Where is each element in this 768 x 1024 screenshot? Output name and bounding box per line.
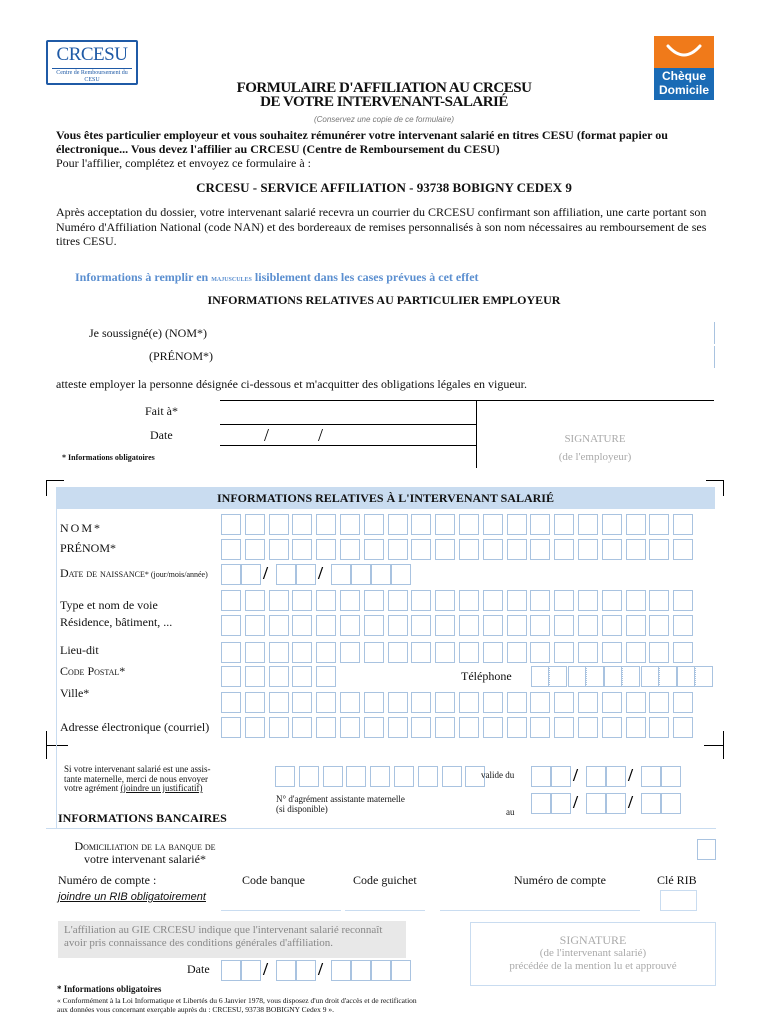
prenom-label: PRÉNOM*	[60, 541, 117, 555]
numero-compte-field[interactable]	[440, 890, 640, 911]
char-box[interactable]	[221, 666, 241, 687]
year-box[interactable]	[371, 960, 391, 981]
char-box[interactable]	[269, 666, 289, 687]
phone-box[interactable]	[604, 666, 622, 687]
phone-box[interactable]	[695, 666, 713, 687]
char-box[interactable]	[459, 590, 479, 611]
char-box[interactable]	[507, 642, 527, 663]
char-box[interactable]	[483, 590, 503, 611]
atteste-text: atteste employer la personne désignée ci-dessous et m'acquitter des obligations légales en vigueur.	[56, 377, 528, 391]
month-box[interactable]	[296, 564, 316, 585]
rib-note: joindre un RIB obligatoirement	[58, 891, 206, 903]
char-box[interactable]	[221, 590, 241, 611]
employer-date-field[interactable]	[220, 424, 476, 446]
employer-signature-sub: (de l'employeur)	[558, 451, 632, 463]
char-box[interactable]	[316, 717, 336, 738]
char-box[interactable]	[292, 642, 312, 663]
char-box[interactable]	[673, 692, 693, 713]
month-box[interactable]	[606, 766, 626, 787]
char-box[interactable]	[245, 539, 265, 560]
year-box[interactable]	[391, 960, 411, 981]
phone-box[interactable]	[677, 666, 695, 687]
employer-prenom-field[interactable]	[714, 346, 715, 368]
day-box[interactable]	[551, 793, 571, 814]
day-box[interactable]	[221, 960, 241, 981]
char-box[interactable]	[483, 642, 503, 663]
crcesu-logo-text: CRCESU	[56, 44, 128, 65]
char-box[interactable]	[411, 615, 431, 636]
char-box[interactable]	[673, 642, 693, 663]
char-box[interactable]	[364, 539, 384, 560]
char-box[interactable]	[626, 615, 646, 636]
char-box[interactable]	[388, 692, 408, 713]
nom-label: NOM*	[60, 521, 103, 535]
char-box[interactable]	[364, 590, 384, 611]
char-box[interactable]	[275, 766, 295, 787]
char-box[interactable]	[530, 590, 550, 611]
char-box[interactable]	[245, 590, 265, 611]
char-box[interactable]	[411, 514, 431, 535]
char-box[interactable]	[292, 717, 312, 738]
domiciliation-label	[60, 840, 230, 866]
phone-box[interactable]	[641, 666, 659, 687]
char-box[interactable]	[483, 692, 503, 713]
char-box[interactable]	[435, 514, 455, 535]
year-box[interactable]	[641, 793, 661, 814]
char-box[interactable]	[245, 642, 265, 663]
char-box[interactable]	[388, 717, 408, 738]
char-box[interactable]	[578, 590, 598, 611]
phone-box[interactable]	[549, 666, 567, 687]
char-box[interactable]	[507, 539, 527, 560]
char-box[interactable]	[221, 692, 241, 713]
char-box[interactable]	[602, 514, 622, 535]
employee-date-label: Date	[187, 962, 210, 976]
char-box[interactable]	[340, 717, 360, 738]
banque-section-title: INFORMATIONS BANCAIRES	[58, 811, 231, 826]
char-box[interactable]	[554, 642, 574, 663]
char-box[interactable]	[435, 590, 455, 611]
char-box[interactable]	[530, 514, 550, 535]
employer-signature-title: SIGNATURE	[564, 433, 626, 445]
code-guichet-field[interactable]	[345, 890, 425, 911]
char-box[interactable]	[649, 514, 669, 535]
char-box[interactable]	[245, 514, 265, 535]
char-box[interactable]	[435, 692, 455, 713]
char-box[interactable]	[578, 642, 598, 663]
employee-signature-box[interactable]	[470, 922, 716, 986]
month-box[interactable]	[586, 793, 606, 814]
char-box[interactable]	[316, 590, 336, 611]
char-box[interactable]	[245, 717, 265, 738]
char-box[interactable]	[507, 692, 527, 713]
char-box[interactable]	[411, 539, 431, 560]
cnil-line1: « Conformément à la Loi Informatique et Libertés du 6 Janvier 1978, vous disposez d'un droit d'accès et de rectification	[57, 996, 417, 1005]
gie-box	[58, 921, 406, 958]
char-box[interactable]	[483, 615, 503, 636]
char-box[interactable]	[626, 539, 646, 560]
month-box[interactable]	[276, 960, 296, 981]
char-box[interactable]	[411, 590, 431, 611]
char-box[interactable]	[316, 666, 336, 687]
naissance-note: * (jour/mois/année)	[144, 570, 208, 579]
date-separator: /	[573, 792, 579, 812]
char-box[interactable]	[388, 539, 408, 560]
char-box[interactable]	[269, 514, 289, 535]
char-box[interactable]	[626, 590, 646, 611]
char-box[interactable]	[340, 514, 360, 535]
char-box[interactable]	[269, 615, 289, 636]
date-separator: /	[628, 792, 634, 812]
char-box[interactable]	[221, 539, 241, 560]
employer-nom-label: Je soussigné(e) (NOM*)	[89, 326, 207, 340]
email-label: Adresse électronique (courriel)	[60, 720, 210, 734]
month-box[interactable]	[606, 793, 626, 814]
ville-label: Ville*	[60, 686, 90, 700]
month-box[interactable]	[296, 960, 316, 981]
info-line-c: lisiblement dans les cases prévues à cet effet	[251, 270, 479, 284]
char-box[interactable]	[418, 766, 438, 787]
intro-bold: Vous êtes particulier employeur et vous souhaitez rémunérer votre intervenant salarié en titres CESU (format papier ou électronique... Vous devez l'affilier au CRCESU (Centre de Remboursement du CESU)	[56, 128, 668, 156]
char-box[interactable]	[394, 766, 414, 787]
char-box[interactable]	[364, 514, 384, 535]
char-box[interactable]	[221, 615, 241, 636]
year-box[interactable]	[351, 564, 371, 585]
char-box[interactable]	[673, 590, 693, 611]
agrement-num-label	[276, 794, 405, 814]
char-box[interactable]	[578, 692, 598, 713]
year-box[interactable]	[391, 564, 411, 585]
date-separator: /	[263, 563, 269, 583]
char-box[interactable]	[411, 692, 431, 713]
lieudit-label: Lieu-dit	[60, 643, 99, 657]
char-box[interactable]	[435, 615, 455, 636]
char-box[interactable]	[554, 514, 574, 535]
intro-text	[56, 128, 720, 170]
char-box[interactable]	[292, 615, 312, 636]
char-box[interactable]	[316, 642, 336, 663]
char-box[interactable]	[292, 539, 312, 560]
char-box[interactable]	[483, 539, 503, 560]
char-box[interactable]	[388, 514, 408, 535]
code-banque-field[interactable]	[221, 890, 341, 911]
month-box[interactable]	[586, 766, 606, 787]
char-box[interactable]	[340, 692, 360, 713]
smile-icon	[654, 36, 714, 68]
au-label: au	[506, 807, 515, 817]
char-box[interactable]	[221, 642, 241, 663]
cheque-logo-line2: Domicile	[658, 83, 709, 97]
char-box[interactable]	[269, 590, 289, 611]
phone-box[interactable]	[659, 666, 677, 687]
char-box[interactable]	[578, 539, 598, 560]
char-box[interactable]	[388, 642, 408, 663]
char-box[interactable]	[626, 692, 646, 713]
fait-field[interactable]	[220, 400, 476, 422]
char-box[interactable]	[530, 615, 550, 636]
employer-section-title: INFORMATIONS RELATIVES AU PARTICULIER EMPLOYEUR	[207, 293, 561, 307]
char-box[interactable]	[530, 642, 550, 663]
char-box[interactable]	[649, 590, 669, 611]
char-box[interactable]	[673, 514, 693, 535]
char-box[interactable]	[221, 717, 241, 738]
employee-signature-sub: (de l'intervenant salarié)	[539, 947, 647, 959]
code-banque-label: Code banque	[242, 873, 305, 887]
char-box[interactable]	[507, 590, 527, 611]
agrement-text	[64, 765, 274, 794]
agrement-justificatif: (joindre un justificatif)	[120, 783, 203, 793]
char-box[interactable]	[340, 642, 360, 663]
char-box[interactable]	[340, 539, 360, 560]
char-box[interactable]	[578, 615, 598, 636]
agrement-line2: tante maternelle, merci de nous envoyer	[64, 773, 208, 784]
year-box[interactable]	[331, 960, 351, 981]
cle-rib-label: Clé RIB	[657, 873, 697, 887]
char-box[interactable]	[269, 642, 289, 663]
char-box[interactable]	[316, 692, 336, 713]
employer-prenom-label: (PRÉNOM*)	[149, 349, 214, 363]
char-box[interactable]	[554, 692, 574, 713]
year-box[interactable]	[661, 766, 681, 787]
char-box[interactable]	[602, 642, 622, 663]
char-box[interactable]	[554, 539, 574, 560]
cheque-logo-line1: Chèque	[661, 69, 706, 83]
year-box[interactable]	[641, 766, 661, 787]
crcesu-logo-subtext: Centre de Remboursement du CESU	[52, 68, 132, 84]
date-separator: /	[318, 959, 324, 979]
date-sep-1: /	[264, 425, 270, 445]
char-box[interactable]	[554, 615, 574, 636]
after-text: Après acceptation du dossier, votre intervenant salarié recevra un courrier du CRCESU confirmant son affiliation, une carte portant son Numéro d'Affiliation National (code NAN) et des bordereaux de remises personnalisés à son nom nécessaires au remboursement de ses titres CESU.	[56, 205, 707, 248]
cp-label: Code Postal*	[60, 664, 126, 678]
info-line	[75, 270, 479, 285]
date-separator: /	[628, 765, 634, 785]
date-separator: /	[263, 959, 269, 979]
cle-rib-field[interactable]	[660, 890, 697, 911]
char-box[interactable]	[602, 692, 622, 713]
char-box[interactable]	[602, 539, 622, 560]
form-title-line1: FORMULAIRE D'AFFILIATION AU CRCESU	[236, 80, 532, 96]
char-box[interactable]	[292, 692, 312, 713]
char-box[interactable]	[507, 717, 527, 738]
year-box[interactable]	[351, 960, 371, 981]
char-box[interactable]	[507, 514, 527, 535]
valide-label: valide du	[481, 770, 515, 780]
char-box[interactable]	[292, 666, 312, 687]
address: CRCESU - SERVICE AFFILIATION - 93738 BOBIGNY CEDEX 9	[196, 180, 572, 195]
compte-label: Numéro de compte :	[58, 873, 157, 887]
char-box[interactable]	[459, 615, 479, 636]
char-box[interactable]	[649, 717, 669, 738]
cnil-text	[57, 996, 417, 1014]
day-box[interactable]	[531, 766, 551, 787]
info-line-a: Informations à remplir en	[75, 270, 212, 284]
day-box[interactable]	[241, 564, 261, 585]
domiciliation-line2: votre intervenant salarié*	[84, 852, 206, 866]
char-box[interactable]	[459, 642, 479, 663]
char-box[interactable]	[554, 717, 574, 738]
char-box[interactable]	[292, 590, 312, 611]
char-box[interactable]	[673, 615, 693, 636]
day-box[interactable]	[531, 793, 551, 814]
agrement-line1: Si votre intervenant salarié est une assis-	[64, 764, 211, 774]
char-box[interactable]	[626, 717, 646, 738]
char-box[interactable]	[340, 615, 360, 636]
date-separator: /	[318, 563, 324, 583]
char-box[interactable]	[370, 766, 390, 787]
char-box[interactable]	[530, 717, 550, 738]
subtitle-note: (Conservez une copie de ce formulaire)	[313, 115, 455, 124]
char-box[interactable]	[530, 692, 550, 713]
domiciliation-field[interactable]	[697, 839, 716, 860]
day-box[interactable]	[241, 960, 261, 981]
obligatoires-note-2: * Informations obligatoires	[57, 984, 162, 994]
code-guichet-label: Code guichet	[353, 873, 417, 887]
char-box[interactable]	[649, 692, 669, 713]
phone-box[interactable]	[622, 666, 640, 687]
salarie-section-band	[56, 487, 715, 509]
char-box[interactable]	[530, 539, 550, 560]
char-box[interactable]	[323, 766, 343, 787]
domiciliation-line1: Domiciliation de la banque de	[74, 839, 216, 853]
char-box[interactable]	[245, 666, 265, 687]
char-box[interactable]	[221, 514, 241, 535]
char-box[interactable]	[649, 642, 669, 663]
char-box[interactable]	[649, 615, 669, 636]
char-box[interactable]	[411, 642, 431, 663]
char-box[interactable]	[269, 717, 289, 738]
char-box[interactable]	[483, 514, 503, 535]
char-box[interactable]	[411, 717, 431, 738]
char-box[interactable]	[435, 717, 455, 738]
phone-box[interactable]	[531, 666, 549, 687]
year-box[interactable]	[661, 793, 681, 814]
agrement-num-line2: (si disponible)	[276, 804, 328, 814]
telephone-label: Téléphone	[461, 669, 512, 683]
naissance-label	[60, 566, 208, 581]
employee-signature-mention: précédée de la mention lu et approuvé	[509, 960, 677, 972]
char-box[interactable]	[459, 514, 479, 535]
char-box[interactable]	[459, 692, 479, 713]
year-box[interactable]	[371, 564, 391, 585]
char-box[interactable]	[442, 766, 462, 787]
date-sep-2: /	[318, 425, 324, 445]
char-box[interactable]	[507, 615, 527, 636]
char-box[interactable]	[483, 717, 503, 738]
char-box[interactable]	[673, 717, 693, 738]
char-box[interactable]	[649, 539, 669, 560]
char-box[interactable]	[269, 539, 289, 560]
obligatoires-note: * Informations obligatoires	[62, 453, 155, 462]
char-box[interactable]	[435, 539, 455, 560]
date-label: Date	[150, 428, 173, 442]
info-line-b: majuscules	[211, 273, 252, 283]
char-box[interactable]	[269, 692, 289, 713]
char-box[interactable]	[673, 539, 693, 560]
char-box[interactable]	[346, 766, 366, 787]
naissance-label-text: Date de naissance	[60, 566, 145, 580]
char-box[interactable]	[364, 692, 384, 713]
char-box[interactable]	[245, 692, 265, 713]
char-box[interactable]	[364, 717, 384, 738]
char-box[interactable]	[299, 766, 319, 787]
day-box[interactable]	[551, 766, 571, 787]
char-box[interactable]	[459, 717, 479, 738]
char-box[interactable]	[364, 642, 384, 663]
employee-signature-title: SIGNATURE	[559, 933, 627, 947]
phone-box[interactable]	[568, 666, 586, 687]
agrement-line3: votre agrément	[64, 783, 121, 793]
char-box[interactable]	[602, 590, 622, 611]
year-box[interactable]	[331, 564, 351, 585]
residence-label: Résidence, bâtiment, ...	[60, 615, 173, 629]
month-box[interactable]	[276, 564, 296, 585]
numero-compte-label: Numéro de compte	[514, 873, 606, 887]
form-title-line2: DE VOTRE INTERVENANT-SALARIÉ	[260, 94, 508, 110]
phone-box[interactable]	[586, 666, 604, 687]
char-box[interactable]	[578, 514, 598, 535]
char-box[interactable]	[602, 717, 622, 738]
fait-label: Fait à*	[145, 404, 178, 418]
char-box[interactable]	[316, 514, 336, 535]
date-separator: /	[573, 765, 579, 785]
cnil-line2: aux données vous concernant exerçable auprès du : CRCESU, 93738 BOBIGNY Cedex 9 ».	[57, 1005, 334, 1014]
char-box[interactable]	[340, 590, 360, 611]
crcesu-logo	[46, 40, 138, 85]
char-box[interactable]	[554, 590, 574, 611]
voie-label: Type et nom de voie	[60, 598, 158, 612]
char-box[interactable]	[435, 642, 455, 663]
intro-normal: Pour l'affilier, complétez et envoyez ce formulaire à :	[56, 156, 312, 170]
day-box[interactable]	[221, 564, 241, 585]
char-box[interactable]	[626, 514, 646, 535]
char-box[interactable]	[626, 642, 646, 663]
char-box[interactable]	[364, 615, 384, 636]
employer-nom-field[interactable]	[714, 322, 715, 344]
char-box[interactable]	[388, 590, 408, 611]
char-box[interactable]	[316, 615, 336, 636]
char-box[interactable]	[245, 615, 265, 636]
char-box[interactable]	[578, 717, 598, 738]
char-box[interactable]	[388, 615, 408, 636]
char-box[interactable]	[316, 539, 336, 560]
char-box[interactable]	[459, 539, 479, 560]
char-box[interactable]	[292, 514, 312, 535]
gie-text: L'affiliation au GIE CRCESU indique que l'intervenant salarié reconnaît avoir pris connaissance des conditions générales d'affiliation.	[64, 924, 383, 949]
agrement-num-line1: N° d'agrément assistante maternelle	[276, 794, 405, 804]
salarie-section-title: INFORMATIONS RELATIVES À L'INTERVENANT SALARIÉ	[217, 491, 554, 505]
char-box[interactable]	[602, 615, 622, 636]
